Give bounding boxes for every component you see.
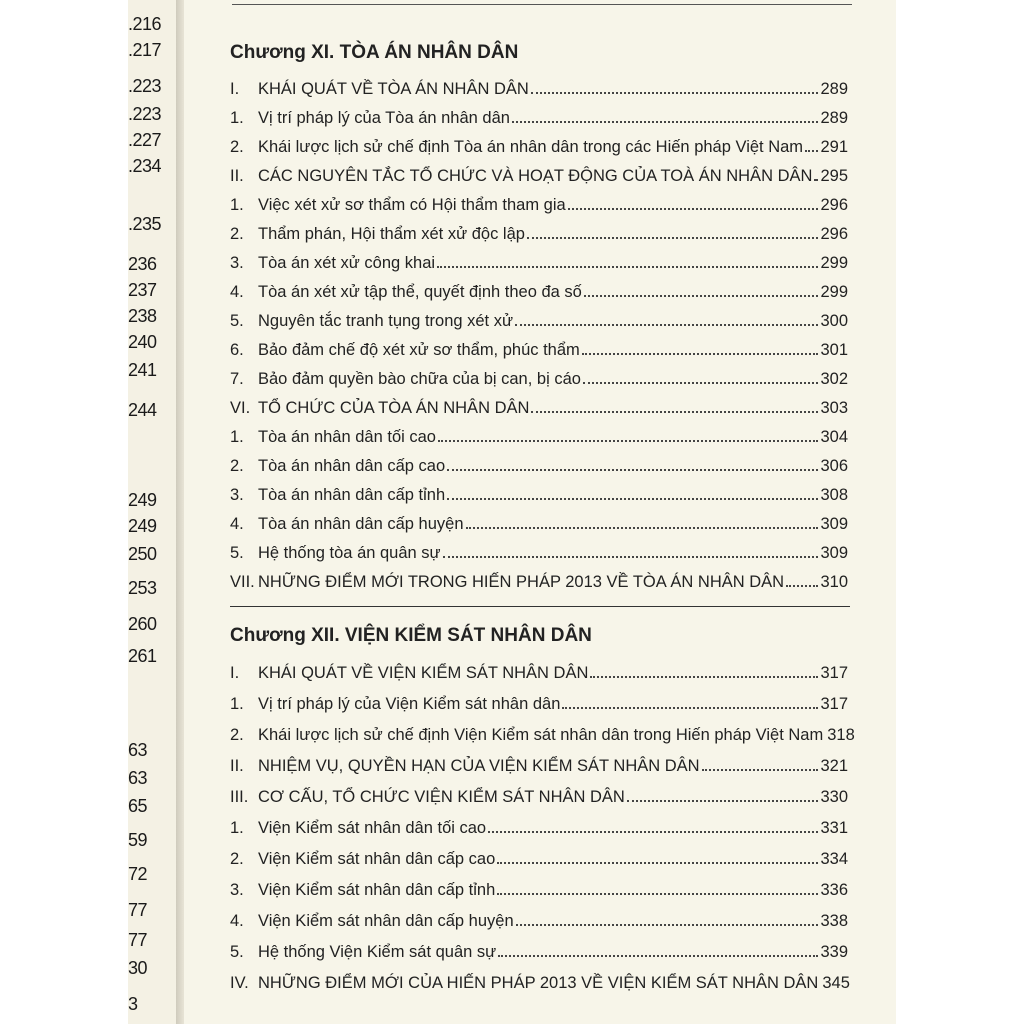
toc-entry-line <box>258 165 848 186</box>
toc-entry-index: 4. <box>230 515 244 533</box>
toc-entry-line <box>258 848 848 869</box>
toc-entry-page: 334 <box>820 850 848 868</box>
toc-entry-page: 345 <box>822 974 850 992</box>
toc-entry-page: 291 <box>820 138 848 156</box>
background-left <box>0 0 128 1024</box>
dot-leader <box>437 252 818 268</box>
dot-leader <box>488 817 818 833</box>
left-page-number: 250 <box>128 544 157 564</box>
toc-entry-title: Thẩm phán, Hội thẩm xét xử độc lập <box>258 225 525 243</box>
dot-leader <box>515 310 818 326</box>
dot-leader <box>805 136 818 152</box>
chapter-11-title: Chương XI. TÒA ÁN NHÂN DÂN <box>230 42 519 63</box>
left-page-number: 77 <box>128 930 148 950</box>
toc-entry-line <box>258 724 855 745</box>
toc-entry[interactable] <box>230 310 848 334</box>
left-page-number: .234 <box>128 156 162 176</box>
toc-entry-index: II. <box>230 167 244 185</box>
toc-entry-title: Việc xét xử sơ thẩm có Hội thẩm tham gia <box>258 196 566 214</box>
toc-entry[interactable] <box>230 724 855 748</box>
toc-entry[interactable] <box>230 484 848 508</box>
chapter-12-title: Chương XII. VIỆN KIỂM SÁT NHÂN DÂN <box>230 625 592 646</box>
dot-leader <box>531 397 818 413</box>
dot-leader <box>702 755 819 771</box>
toc-entry-title: NHỮNG ĐIỂM MỚI TRONG HIẾN PHÁP 2013 VỀ TÒA ÁN NHÂN DÂN <box>258 573 785 591</box>
toc-entry-line <box>258 310 848 331</box>
left-page-number: .235 <box>128 214 162 234</box>
toc-entry-line <box>258 786 848 807</box>
toc-entry-index: 2. <box>230 225 244 243</box>
toc-entry-index: 2. <box>230 138 244 156</box>
toc-entry-index: 1. <box>230 428 244 446</box>
toc-entry-line <box>258 368 848 389</box>
toc-entry-page: 296 <box>820 225 848 243</box>
toc-entry-title: CƠ CẤU, TỔ CHỨC VIỆN KIỂM SÁT NHÂN DÂN <box>258 788 625 806</box>
toc-entry-line <box>258 513 848 534</box>
toc-entry-title: Viện Kiểm sát nhân dân cấp tỉnh <box>258 881 496 899</box>
dot-leader <box>583 368 819 384</box>
toc-entry-page: 303 <box>820 399 848 417</box>
dot-leader <box>498 941 818 957</box>
dot-leader <box>531 78 819 94</box>
toc-entry-page: 299 <box>820 254 848 272</box>
dot-leader <box>447 484 818 500</box>
toc-entry[interactable] <box>230 941 848 965</box>
toc-entry[interactable] <box>230 397 848 421</box>
dot-leader <box>590 662 818 678</box>
toc-entry-index: 4. <box>230 912 244 930</box>
toc-entry-index: III. <box>230 788 249 806</box>
toc-entry-title: KHÁI QUÁT VỀ TÒA ÁN NHÂN DÂN <box>258 80 529 98</box>
toc-entry-index: 3. <box>230 881 244 899</box>
toc-entry-index: 7. <box>230 370 244 388</box>
toc-entry-page: 338 <box>820 912 848 930</box>
toc-entry-index: 5. <box>230 544 244 562</box>
toc-entry-title: Tòa án xét xử tập thể, quyết định theo đa số <box>258 283 582 301</box>
left-page-number: 3 <box>128 994 138 1014</box>
toc-entry-title: Bảo đảm chế độ xét xử sơ thẩm, phúc thẩm <box>258 341 580 359</box>
toc-entry[interactable] <box>230 662 848 686</box>
left-page-number: 241 <box>128 360 157 380</box>
left-page-number: .217 <box>128 40 162 60</box>
toc-entry-title: Tòa án nhân dân cấp cao <box>258 457 446 475</box>
toc-entry[interactable] <box>230 455 848 479</box>
toc-entry-title: Tòa án xét xử công khai <box>258 254 436 272</box>
toc-entry-index: VI. <box>230 399 251 417</box>
dot-leader <box>438 426 818 442</box>
left-page-number: 249 <box>128 490 157 510</box>
left-page-number: 63 <box>128 740 148 760</box>
toc-entry-line <box>258 281 848 302</box>
left-page-number: 63 <box>128 768 148 788</box>
toc-entry-page: 306 <box>820 457 848 475</box>
toc-entry[interactable] <box>230 879 848 903</box>
toc-entry[interactable] <box>230 755 848 779</box>
toc-entry[interactable] <box>230 426 848 450</box>
toc-entry-index: 2. <box>230 850 244 868</box>
toc-entry-page: 299 <box>820 283 848 301</box>
toc-entry-page: 304 <box>820 428 848 446</box>
toc-entry-page: 321 <box>820 757 848 775</box>
toc-entry-title: CÁC NGUYÊN TẮC TỔ CHỨC VÀ HOẠT ĐỘNG CỦA TOÀ ÁN NHÂN DÂN <box>258 167 813 185</box>
toc-entry-page: 317 <box>820 664 848 682</box>
dot-leader <box>516 910 819 926</box>
left-page-number: 244 <box>128 400 157 420</box>
toc-entry-page: 339 <box>820 943 848 961</box>
toc-entry[interactable] <box>230 339 848 363</box>
toc-entry-line <box>258 252 848 273</box>
toc-entry[interactable] <box>230 223 848 247</box>
toc-entry-line <box>258 339 848 360</box>
toc-entry-title: Khái lược lịch sử chế định Tòa án nhân dân trong các Hiến pháp Việt Nam <box>258 138 804 156</box>
dot-leader <box>568 194 819 210</box>
toc-entry-index: 1. <box>230 109 244 127</box>
left-page-number: 260 <box>128 614 157 634</box>
toc-entry[interactable] <box>230 136 848 160</box>
toc-entry-line <box>258 817 848 838</box>
left-page <box>128 0 178 1024</box>
toc-entry-index: 5. <box>230 312 244 330</box>
toc-entry-line <box>258 941 848 962</box>
book-gutter <box>176 0 184 1024</box>
toc-entry-index: 1. <box>230 196 244 214</box>
toc-entry-page: 301 <box>820 341 848 359</box>
top-rule <box>232 4 852 5</box>
toc-entry-page: 309 <box>820 515 848 533</box>
section-divider <box>230 606 850 607</box>
toc-entry-title: KHÁI QUÁT VỀ VIỆN KIỂM SÁT NHÂN DÂN <box>258 664 589 682</box>
toc-entry-title: Vị trí pháp lý của Viện Kiểm sát nhân dân <box>258 695 561 713</box>
toc-entry-line <box>258 107 848 128</box>
toc-entry-page: 336 <box>820 881 848 899</box>
dot-leader <box>497 879 818 895</box>
toc-entry-index: I. <box>230 80 240 98</box>
toc-entry-title: Nguyên tắc tranh tụng trong xét xử <box>258 312 514 330</box>
dot-leader <box>527 223 819 239</box>
toc-entry-title: Viện Kiểm sát nhân dân cấp huyện <box>258 912 514 930</box>
toc-entry-page: 318 <box>827 726 855 744</box>
toc-entry-page: 296 <box>820 196 848 214</box>
toc-entry-title: Hệ thống tòa án quân sự <box>258 544 441 562</box>
toc-entry-index: 3. <box>230 254 244 272</box>
toc-entry-line <box>258 455 848 476</box>
toc-entry-page: 295 <box>820 167 848 185</box>
toc-entry-page: 300 <box>820 312 848 330</box>
toc-entry-title: Tòa án nhân dân cấp tỉnh <box>258 486 446 504</box>
toc-entry-line <box>258 136 848 157</box>
left-page-number: 249 <box>128 516 157 536</box>
left-page-number: 261 <box>128 646 157 666</box>
dot-leader <box>443 542 819 558</box>
background-right <box>896 0 1024 1024</box>
toc-entry[interactable] <box>230 571 848 595</box>
toc-entry-line <box>258 879 848 900</box>
dot-leader <box>562 693 818 709</box>
toc-entry-page: 330 <box>820 788 848 806</box>
left-page-number: 77 <box>128 900 148 920</box>
toc-entry[interactable] <box>230 194 848 218</box>
toc-entry[interactable] <box>230 281 848 305</box>
toc-entry-line <box>258 397 848 418</box>
left-page-number: 65 <box>128 796 148 816</box>
toc-entry-title: NHỮNG ĐIỂM MỚI CỦA HIẾN PHÁP 2013 VỀ VIỆN KIỂM SÁT NHÂN DÂN <box>258 974 819 992</box>
left-page-number: .216 <box>128 14 162 34</box>
toc-entry-index: VII. <box>230 573 255 591</box>
toc-entry-page: 317 <box>820 695 848 713</box>
toc-entry-index: 2. <box>230 726 244 744</box>
toc-entry-line <box>258 542 848 563</box>
toc-entry-title: TỔ CHỨC CỦA TÒA ÁN NHÂN DÂN <box>258 399 530 417</box>
toc-entry-line <box>258 910 848 931</box>
toc-entry[interactable] <box>230 786 848 810</box>
left-page-number: 237 <box>128 280 157 300</box>
toc-entry-title: Viện Kiểm sát nhân dân cấp cao <box>258 850 496 868</box>
dot-leader <box>466 513 819 529</box>
toc-entry[interactable] <box>230 252 848 276</box>
toc-entry-index: IV. <box>230 974 249 992</box>
toc-entry[interactable] <box>230 165 848 189</box>
left-page-number: .223 <box>128 104 162 124</box>
left-page-number: 30 <box>128 958 148 978</box>
toc-entry-page: 302 <box>820 370 848 388</box>
toc-entry-title: Khái lược lịch sử chế định Viện Kiểm sát nhân dân trong Hiến pháp Việt Nam <box>258 726 824 744</box>
toc-entry[interactable] <box>230 693 848 717</box>
toc-entry-line <box>258 78 848 99</box>
toc-entry[interactable] <box>230 513 848 537</box>
toc-entry[interactable] <box>230 78 848 102</box>
dot-leader <box>447 455 818 471</box>
toc-entry[interactable] <box>230 817 848 841</box>
toc-entry-index: II. <box>230 757 244 775</box>
toc-entry-title: Tòa án nhân dân tối cao <box>258 428 436 446</box>
toc-entry[interactable] <box>230 848 848 872</box>
left-page-number: .223 <box>128 76 162 96</box>
toc-entry-line <box>258 194 848 215</box>
left-page-number: 236 <box>128 254 157 274</box>
toc-entry-index: 3. <box>230 486 244 504</box>
toc-entry-index: 5. <box>230 943 244 961</box>
toc-entry-page: 308 <box>820 486 848 504</box>
toc-entry[interactable] <box>230 368 848 392</box>
toc-entry-index: 4. <box>230 283 244 301</box>
toc-entry-title: NHIỆM VỤ, QUYỀN HẠN CỦA VIỆN KIỂM SÁT NHÂN DÂN <box>258 757 700 775</box>
toc-entry[interactable] <box>230 542 848 566</box>
toc-entry-title: Hệ thống Viện Kiểm sát quân sự <box>258 943 497 961</box>
toc-entry-line <box>258 484 848 505</box>
toc-entry-page: 289 <box>820 80 848 98</box>
toc-entry-title: Viện Kiểm sát nhân dân tối cao <box>258 819 487 837</box>
toc-entry-line <box>258 223 848 244</box>
toc-entry-index: I. <box>230 664 240 682</box>
toc-entry-index: 6. <box>230 341 244 359</box>
toc-entry[interactable] <box>230 910 848 934</box>
toc-entry-page: 289 <box>820 109 848 127</box>
toc-entry-line <box>258 571 848 592</box>
toc-entry-line <box>258 426 848 447</box>
dot-leader <box>814 165 818 181</box>
toc-entry-page: 331 <box>820 819 848 837</box>
dot-leader <box>512 107 819 123</box>
left-page-number: 238 <box>128 306 157 326</box>
toc-entry[interactable] <box>230 107 848 131</box>
toc-entry-line <box>258 972 848 993</box>
toc-entry-title: Bảo đảm quyền bào chữa của bị can, bị cáo <box>258 370 581 388</box>
toc-entry-index: 1. <box>230 819 244 837</box>
toc-entry-line <box>258 693 848 714</box>
left-page-number: 253 <box>128 578 157 598</box>
toc-entry-line <box>258 662 848 683</box>
toc-entry-line <box>258 755 848 776</box>
left-page-number: 59 <box>128 830 148 850</box>
toc-entry-page: 310 <box>820 573 848 591</box>
toc-entry-index: 2. <box>230 457 244 475</box>
toc-entry-title: Tòa án nhân dân cấp huyện <box>258 515 464 533</box>
dot-leader <box>786 571 818 587</box>
dot-leader <box>497 848 818 864</box>
toc-entry-index: 1. <box>230 695 244 713</box>
left-page-number: .227 <box>128 130 162 150</box>
left-page-number: 240 <box>128 332 157 352</box>
dot-leader <box>627 786 819 802</box>
toc-entry[interactable] <box>230 972 848 996</box>
dot-leader <box>582 339 819 355</box>
toc-entry-title: Vị trí pháp lý của Tòa án nhân dân <box>258 109 510 127</box>
dot-leader <box>584 281 819 297</box>
toc-entry-page: 309 <box>820 544 848 562</box>
left-page-number: 72 <box>128 864 148 884</box>
